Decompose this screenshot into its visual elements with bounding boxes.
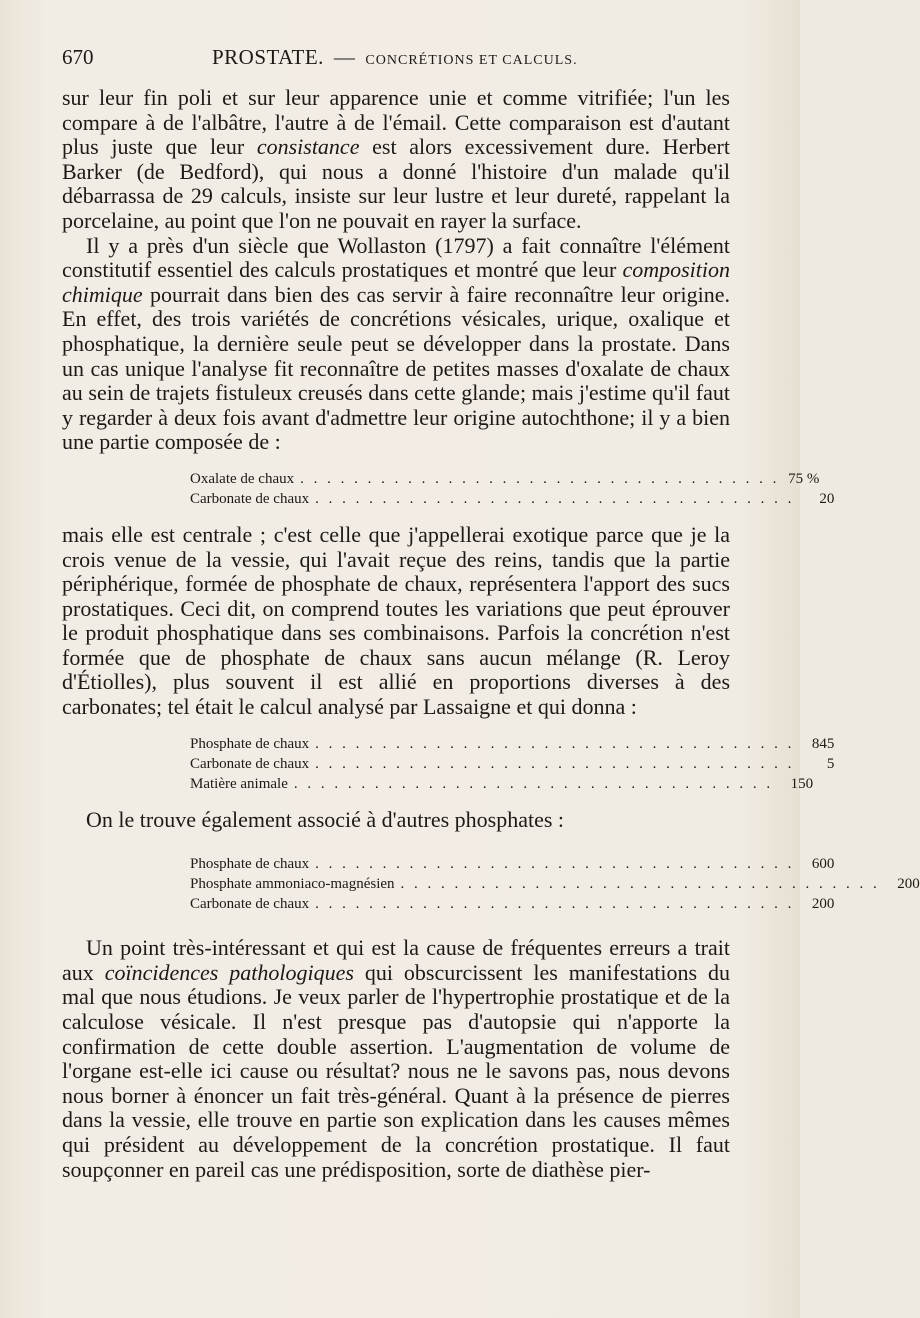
table-row-value: 600 [811, 856, 835, 873]
paragraph-2 [62, 234, 730, 455]
running-head [62, 44, 730, 74]
table-row-label: Carbonate de chaux [190, 896, 310, 913]
table-row-value: 75 % [788, 470, 820, 487]
table-row-value: 150 [790, 775, 814, 792]
table-row-label: Phosphate ammoniaco-magnésien [190, 876, 395, 893]
table-row [190, 469, 820, 489]
page-number: 670 [62, 45, 94, 69]
paragraph-5-text-b: qui obscurcissent les manifestations du mal que nous étudions. Je veux parler de l'hypertrophie prostatique et de la calculose vésicale. Il n'est presque pas d'autopsie qui n'apporte la confirmation de cette double assertion. L'augmentation de volume de l'organe est-elle ici cause ou résultat? nous ne le savons pas, nous devons nous borner à énoncer un fait très-général. Quant à la présence de pierres dans la vessie, elle trouve en partie son explication dans les causes mêmes qui président au développement de la concrétion prostatique. Il faut soupçonner en pareil cas une prédisposition, sorte de diathèse pier- [62, 959, 730, 1182]
chapter-title: PROSTATE. [212, 45, 324, 69]
paragraph-5-emphasis: coïncidences pathologiques [104, 959, 354, 985]
table-row-label: Matière animale [190, 775, 288, 792]
table-row [190, 854, 835, 874]
leader-dots: . . . . . . . . . . . . . . . . . . . . . . . . . . . . . . . . . . . . [315, 735, 795, 752]
paragraph-1-emphasis: consistance [256, 134, 360, 160]
table-row-label: Oxalate de chaux [190, 470, 295, 487]
leader-dots: . . . . . . . . . . . . . . . . . . . . . . . . . . . . . . . . . . . . [315, 490, 795, 507]
table-row-value: 5 [826, 755, 835, 772]
composition-table-1 [190, 469, 835, 509]
paragraph-1-text-b: est alors excessivement dure. Herbert Barker (de Bedford), qui nous a donné l'histoire d'un malade qu'il débarrassa de 29 calculs, insiste sur leur lustre et leur dureté, rappelant la porcelaine, au point que l'on ne pouvait en rayer la surface. [62, 134, 730, 233]
composition-table-2 [190, 734, 835, 794]
table-row-label: Carbonate de chaux [190, 490, 310, 507]
paragraph-2-text-a: Il y a près d'un siècle que Wollaston (1797) a fait connaître l'élément constitutif essentiel des calculs prostatiques et montré que leur [62, 232, 730, 283]
table-row-label: Phosphate de chaux [190, 856, 310, 873]
composition-table-3 [190, 854, 920, 914]
title-dash: — [333, 45, 356, 69]
leader-dots: . . . . . . . . . . . . . . . . . . . . . . . . . . . . . . . . . . . . [400, 876, 880, 893]
leader-dots: . . . . . . . . . . . . . . . . . . . . . . . . . . . . . . . . . . . . [300, 470, 780, 487]
table-row [190, 874, 920, 894]
paragraph-3: mais elle est centrale ; c'est celle que j'appellerai exotique parce que je la crois venue de la vessie, qui l'avait reçue des reins, tandis que la partie périphérique, formée de phosphate de chaux, représentera l'apport des sucs prostatiques. Ceci dit, on comprend toutes les variations que peut éprouver le produit phosphatique dans ses combinaisons. Parfois la concrétion n'est formée que de phosphate de chaux sans aucun mélange (R. Leroy d'Étiolles), plus souvent il est allié en proportions diverses à des carbonates; tel était le calcul analysé par Lassaigne et qui donna : [62, 521, 730, 720]
leader-dots: . . . . . . . . . . . . . . . . . . . . . . . . . . . . . . . . . . . . [315, 755, 795, 772]
table-row [190, 734, 835, 754]
table-row-value: 845 [811, 735, 835, 752]
table-row-label: Phosphate de chaux [190, 735, 310, 752]
table-row [190, 894, 835, 914]
leader-dots: . . . . . . . . . . . . . . . . . . . . . . . . . . . . . . . . . . . . [315, 896, 795, 913]
paragraph-1 [62, 86, 730, 234]
paragraph-2-text-b: pourrait dans bien des cas servir à faire reconnaître leur origine. En effet, des trois variétés de concrétions vésicales, urique, oxalique et phosphatique, la dernière seule peut se développer dans la prostate. Dans un cas unique l'analyse fit reconnaître de petites masses d'oxalate de chaux au sein de trajets fistuleux creusés dans cette glande; mais j'estime qu'il faut y regarder à deux fois avant d'admettre leur origine autochthone; il y a bien une partie composée de : [62, 281, 730, 455]
paragraph-1-text-a: sur leur fin poli et sur leur apparence unie et comme vitrifiée; l'un les compare à de l'albâtre, l'autre à de l'émail. Cette comparaison est d'autant plus juste que leur [62, 85, 730, 160]
table-row-value: 200 [897, 876, 920, 893]
leader-dots: . . . . . . . . . . . . . . . . . . . . . . . . . . . . . . . . . . . . [293, 775, 774, 792]
leader-dots: . . . . . . . . . . . . . . . . . . . . . . . . . . . . . . . . . . . . [315, 856, 795, 873]
table-row [190, 489, 835, 509]
paragraph-5 [62, 936, 730, 1182]
table-row-label: Carbonate de chaux [190, 755, 310, 772]
table-row-value: 200 [811, 896, 835, 913]
paragraph-4: On le trouve également associé à d'autres phosphates : [86, 806, 565, 832]
table-row [190, 774, 814, 794]
section-subtitle: CONCRÉTIONS ET CALCULS. [365, 53, 578, 68]
table-row [190, 754, 835, 774]
paragraph-5-text-a: Un point très-intéressant et qui est la cause de fréquentes erreurs a trait aux [62, 935, 730, 985]
paragraph-2-emphasis: composition chimique [62, 257, 730, 307]
table-row-value: 20 [819, 490, 835, 507]
running-title [212, 44, 578, 74]
